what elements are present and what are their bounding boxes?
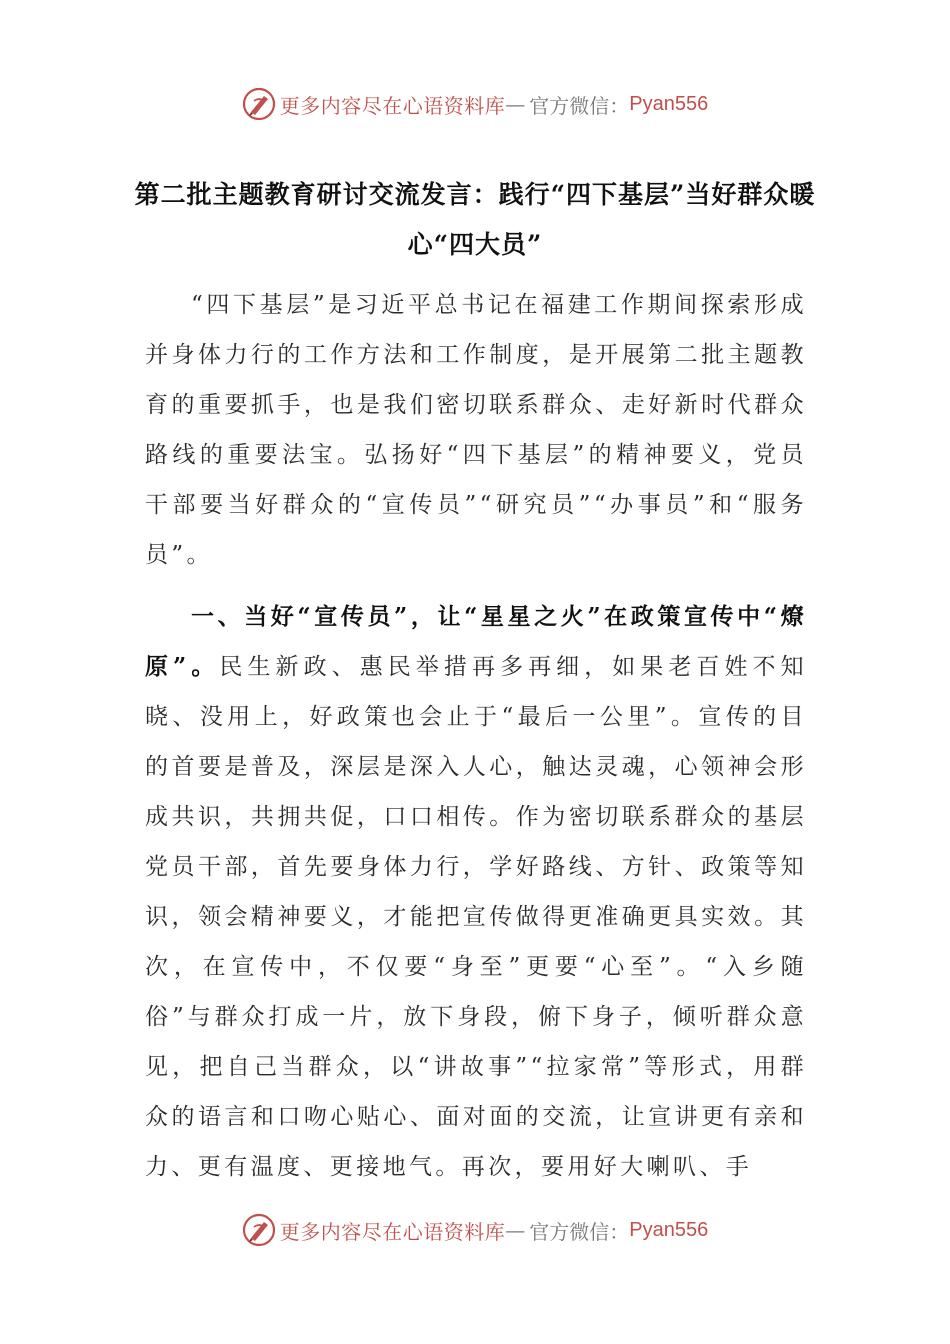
intro-paragraph: “四下基层”是习近平总书记在福建工作期间探索形成并身体力行的工作方法和工作制度，是开展第二批主题教育的重要抓手，也是我们密切联系群众、走好新时代群众路线的重要法宝。弘扬好“四下基层”的精神要义，党员干部要当好群众的“宣传员”“研究员”“办事员”和“服务员”。 — [145, 292, 807, 568]
banner-text: 更多内容尽在心语资料库 — [279, 1219, 506, 1244]
banner-wechat-id: Pyan556 — [629, 92, 709, 115]
banner-text: 更多内容尽在心语资料库 — [279, 93, 506, 118]
pen-logo-icon — [242, 87, 276, 121]
section-1-body: 民生新政、惠民举措再多再细，如果老百姓不知晓、没用上，好政策也会止于“最后一公里”。宣传的目的首要是普及，深层是深入人心，触达灵魂，心领神会形成共识，共拥共促，口口相传。作为密切联系群众的基层党员干部，首先要身体力行，学好路线、方针、政策等知识，领会精神要义，才能把宣传做得更准确更具实效。其次，在宣传中，不仅要“身至”更要“心至”。“入乡随俗”与群众打成一片，放下身段，俯下身子，倾听群众意见，把自己当群众，以“讲故事”“拉家常”等形式，用群众的语言和口吻心贴心、面对面的交流，让宣讲更有亲和力、更有温度、更接地气。再次，要用好大喇叭、手 — [145, 654, 808, 1180]
banner-wechat-label: 官方微信： — [529, 1219, 630, 1244]
footer-banner — [0, 1210, 950, 1250]
document-body — [145, 280, 807, 1192]
section-1-heading: 一、当好“宣传员”，让“星星之火”在政策宣传中“燎原”。 — [145, 603, 807, 680]
document-title: 第二批主题教育研讨交流发言：践行“四下基层”当好群众暖心“四大员” — [134, 180, 816, 259]
banner-separator: — — [505, 1218, 526, 1242]
banner-wechat-id: Pyan556 — [629, 1218, 709, 1241]
banner-wechat-label: 官方微信： — [529, 93, 630, 118]
banner-separator: — — [505, 92, 526, 116]
header-banner — [0, 84, 950, 124]
pen-logo-icon — [242, 1213, 276, 1247]
section-1-paragraph — [145, 592, 807, 1192]
